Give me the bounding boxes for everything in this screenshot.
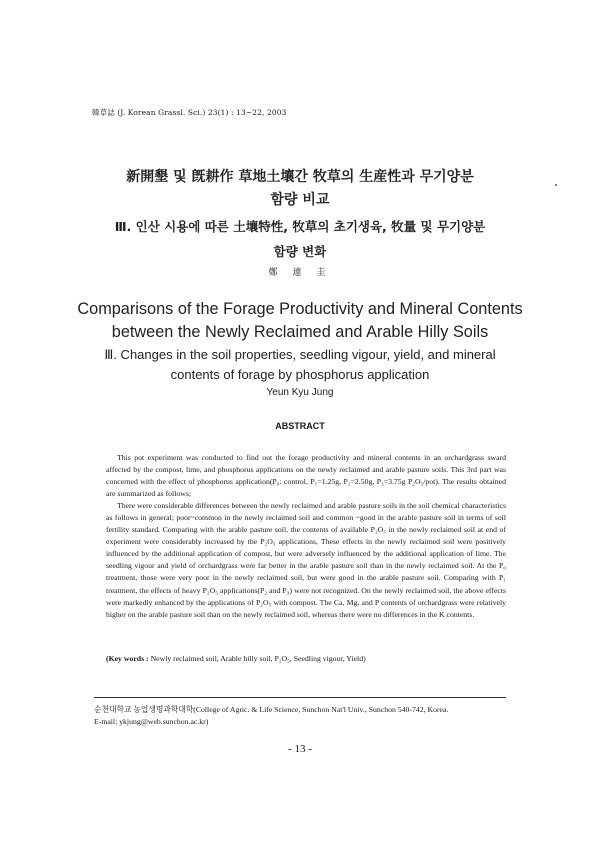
abstract-heading: ABSTRACT (275, 421, 325, 431)
keywords (106, 654, 506, 663)
affiliation-text: 순천대학교 농업생명과학대학(College of Agric. & Life Science, Sunchon Nat'l Univ., Sunchon 540-742, Korea. (94, 705, 449, 714)
english-title-line2: between the Newly Reclaimed and Arable Hilly Soils (111, 323, 489, 341)
footnote-divider (94, 697, 506, 698)
email-text: E-mail; ykjung@web.sunchon.ac.kr) (94, 717, 209, 726)
english-author: Yeun Kyu Jung (266, 387, 334, 398)
keywords-label: (Key words : (106, 654, 149, 663)
korean-title-line2: 함량 비교 (270, 192, 330, 208)
abstract-paragraph-2: There were considerable differences between the newly reclaimed and arable pasture soils in the soil chemical characteristics as follows in general; poor~common in the newly reclaimed soil and common ~good in the arable pasture soil in terms of soil fertility standard. Comparing with the arable pasture soil, the contents of available P₂O₅ in the newly reclaimed soil at end of experiment were considerably increased by the P₂O₅ applications, These effects in the newly reclaimed soil were positively influenced by the additional application of compost, but were adversely influenced by the additional application of lime. The seedling vigour and yield of orchardgrass were far better in the arable pasture soil than in the newly reclaimed soil. At the P₀ treatment, those were very poor in the newly reclaimed soil, but were good in the arable pasture soil. Comparing with P₁ treatment, the effects of heavy P₂O₅ applications(P₂ and P₃) were not recognized. On the newly reclaimed soil, the above effects were markedly enhanced by the applications of P₂O₅ with compost. The Ca, Mg, and P contents of orchardgrass were relatively higher on the arable pasture soil than on the newly reclaimed soil, whereas there were no differences in the K contents. (106, 501, 506, 619)
korean-subtitle-line1: Ⅲ. 인산 시용에 따른 土壤特性, 牧草의 초기생육, 牧量 및 무기양분 (114, 219, 486, 234)
scan-speck (555, 184, 557, 186)
english-subtitle-line1: Ⅲ. Changes in the soil properties, seedling vigour, yield, and mineral (104, 347, 496, 362)
english-title-line1: Comparisons of the Forage Productivity and Mineral Contents (77, 300, 523, 318)
affiliation-footnote (94, 704, 510, 728)
page-number: - 13 - (288, 743, 312, 755)
abstract-paragraph-1: This pot experiment was conducted to find out the forage productivity and mineral contents in an orchardgrass sward affected by the compost, lime, and phosphorus applications on the newly reclaimed and arable pasture soils. This 3rd part was concerned with the effect of phosphorus application(P₀: control, P₁=1.25g, P₂=2.50g, P₃=3.75g P₂O₅/pot). The results obtained are summarized as follows; (106, 453, 506, 499)
journal-reference: 韓草誌 (J. Korean Grassl. Sci.) 23(1) : 13~22, 2003 (92, 108, 287, 117)
keywords-text: Newly reclaimed soil, Arable hilly soil, P₂O₅, Seedling vigour, Yield) (150, 654, 366, 663)
korean-title-line1: 新開墾 및 旣耕作 草地土壤간 牧草의 生産性과 무기양분 (126, 169, 474, 185)
korean-subtitle-line2: 함량 변화 (273, 244, 327, 259)
english-subtitle-line2: contents of forage by phosphorus application (170, 367, 430, 382)
abstract-body (106, 452, 506, 621)
korean-author: 鄭 連 圭 (268, 268, 332, 278)
